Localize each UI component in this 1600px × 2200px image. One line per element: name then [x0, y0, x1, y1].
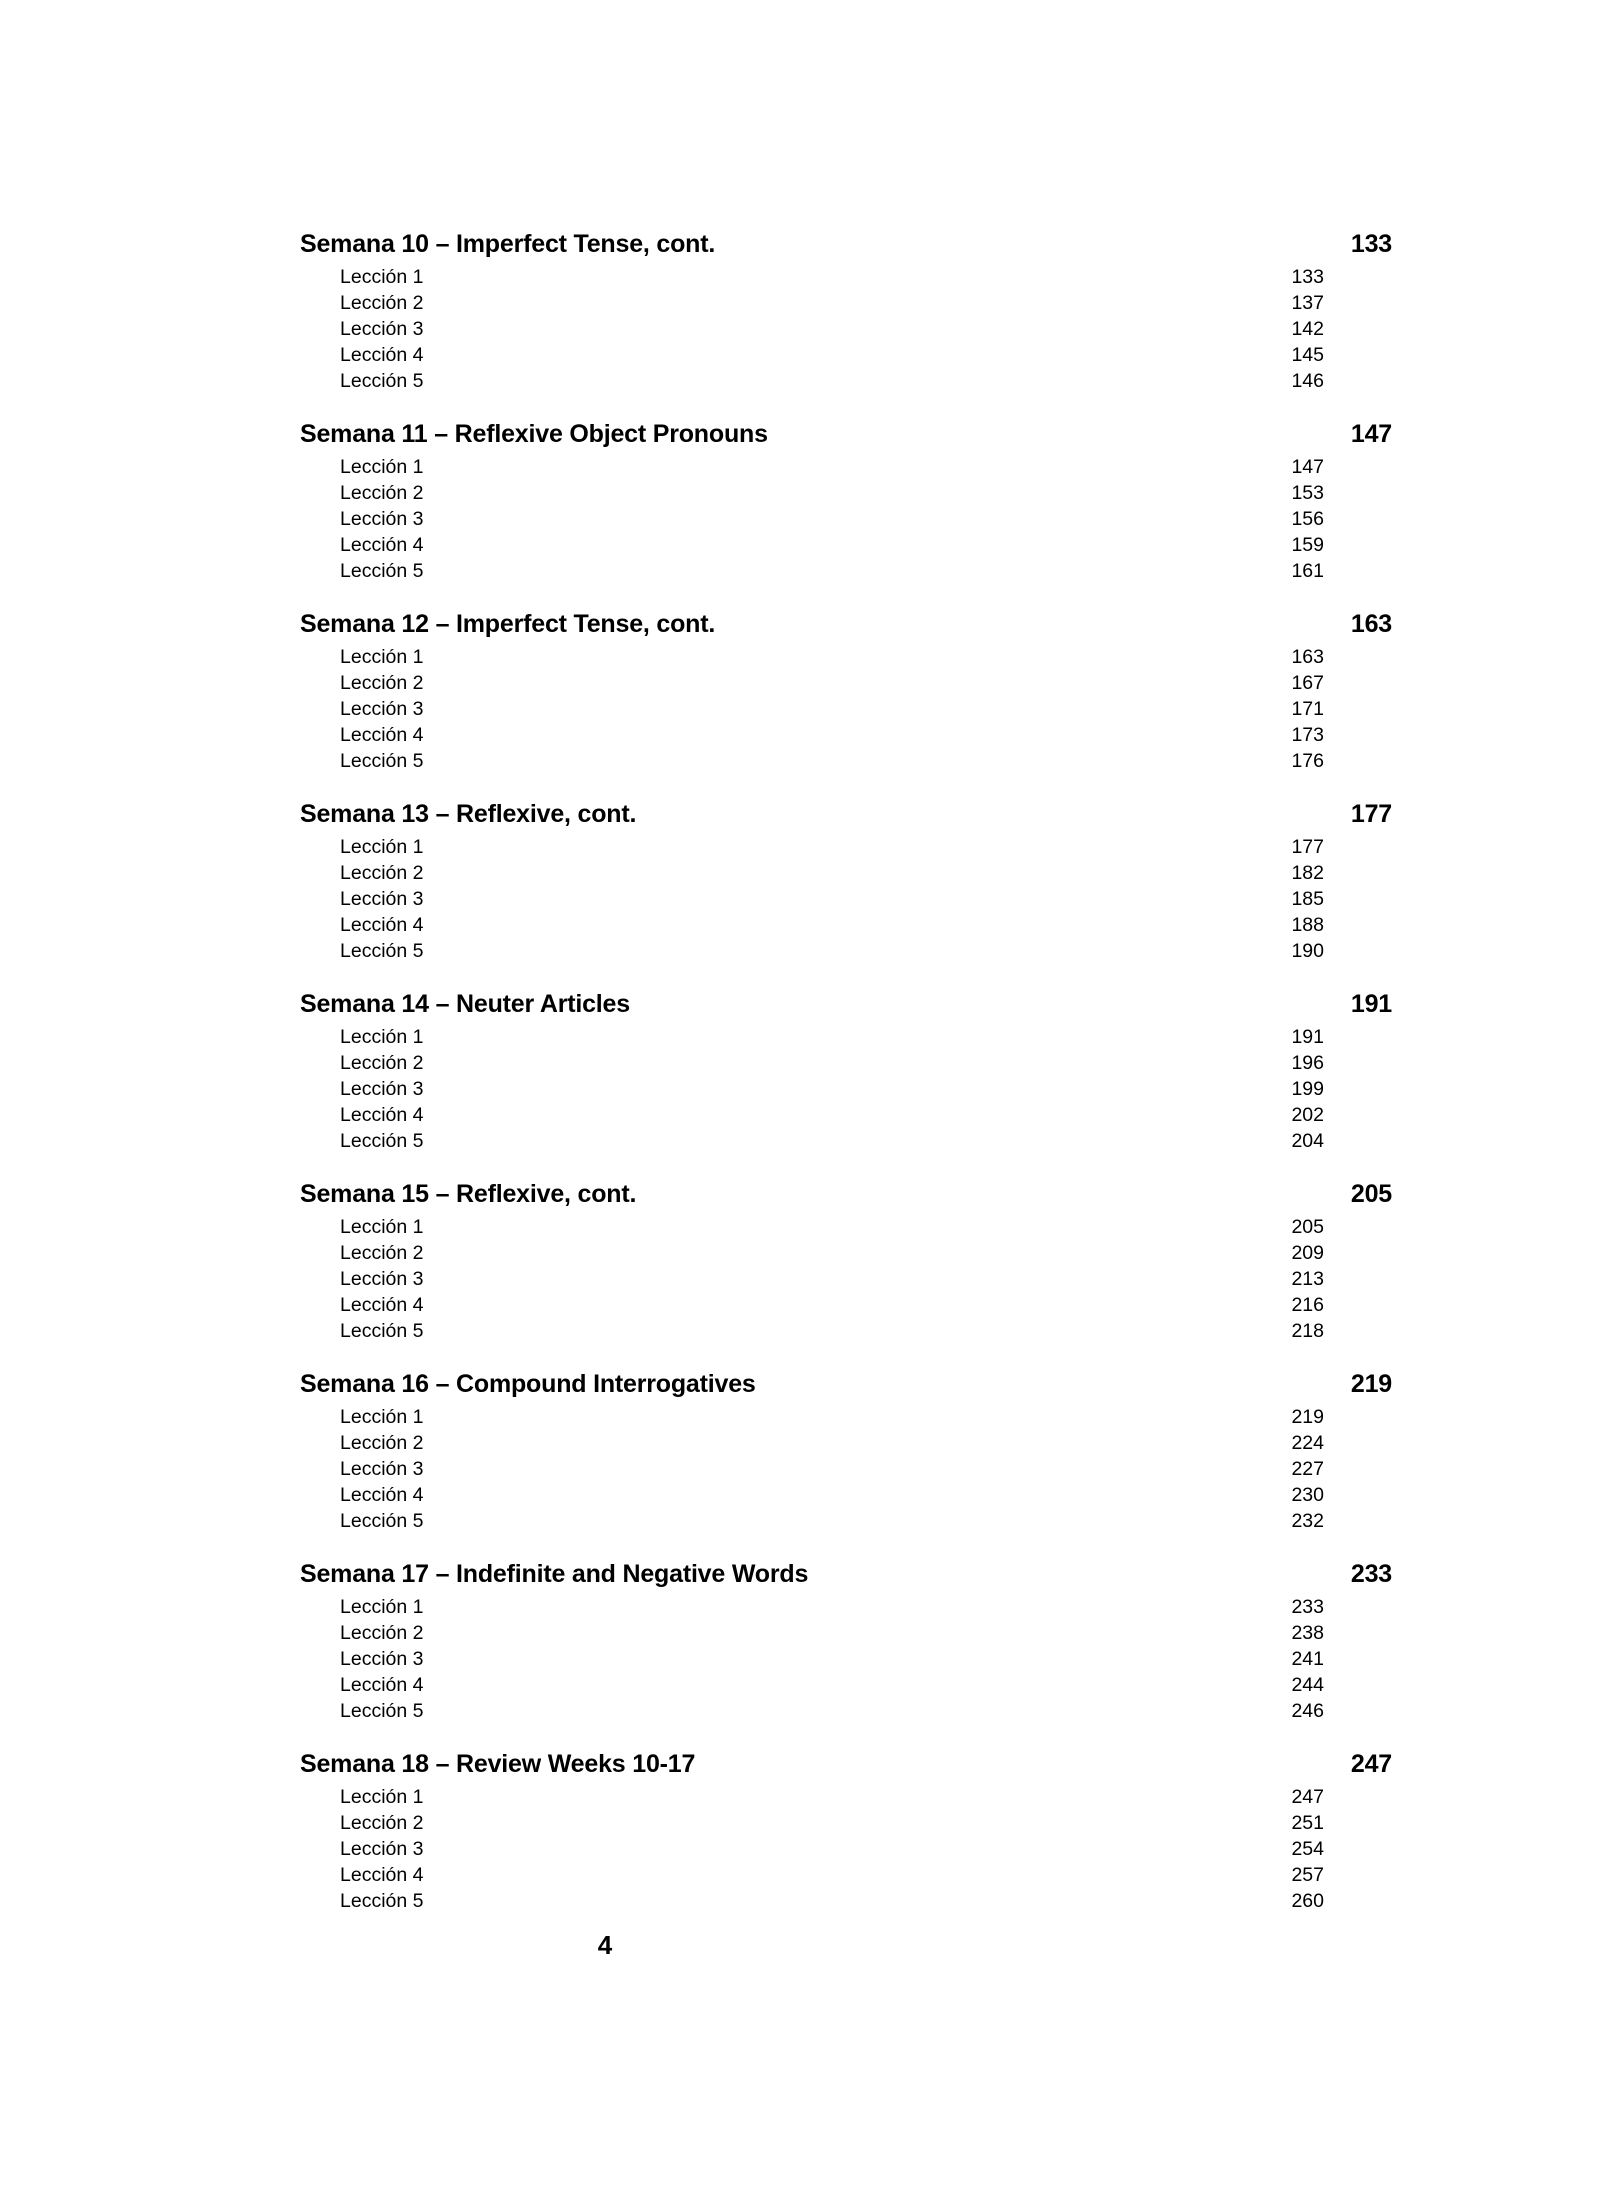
toc-section-header[interactable]: [300, 990, 1410, 1019]
toc-lesson-page-number: 176: [1291, 750, 1324, 772]
toc-section-title: Semana 18 – Review Weeks 10-17: [300, 1750, 696, 1778]
toc-lesson-label: Lección 3: [340, 1838, 424, 1860]
toc-lesson-page-number: 190: [1291, 940, 1324, 962]
toc-lesson-row[interactable]: [300, 368, 1410, 394]
toc-section-page-number: 205: [1350, 1180, 1392, 1208]
toc-lesson-label: Lección 3: [340, 1078, 424, 1100]
toc-section-header[interactable]: [300, 1750, 1410, 1779]
toc-lesson-label: Lección 2: [340, 1052, 424, 1074]
toc-lesson-row[interactable]: [300, 860, 1410, 886]
toc-lesson-label: Lección 4: [340, 1294, 424, 1316]
toc-lesson-page-number: 216: [1291, 1294, 1324, 1316]
toc-lesson-label: Lección 2: [340, 1622, 424, 1644]
toc-lesson-row[interactable]: [300, 1594, 1410, 1620]
toc-lesson-page-number: 204: [1291, 1130, 1324, 1152]
toc-lesson-row[interactable]: [300, 1646, 1410, 1672]
toc-lesson-page-number: 205: [1291, 1216, 1324, 1238]
toc-section-page-number: 219: [1350, 1370, 1392, 1398]
toc-lesson-label: Lección 4: [340, 1864, 424, 1886]
toc-lesson-row[interactable]: [300, 1404, 1410, 1430]
toc-lesson-label: Lección 2: [340, 672, 424, 694]
toc-lesson-row[interactable]: [300, 696, 1410, 722]
toc-lesson-label: Lección 4: [340, 1484, 424, 1506]
toc-lesson-page-number: 213: [1291, 1268, 1324, 1290]
toc-lesson-row[interactable]: [300, 1482, 1410, 1508]
toc-lesson-page-number: 202: [1291, 1104, 1324, 1126]
toc-section-page-number: 163: [1350, 610, 1392, 638]
toc-lesson-row[interactable]: [300, 1862, 1410, 1888]
toc-lesson-label: Lección 5: [340, 560, 424, 582]
toc-lesson-label: Lección 2: [340, 482, 424, 504]
toc-lesson-page-number: 224: [1291, 1432, 1324, 1454]
toc-lesson-page-number: 173: [1291, 724, 1324, 746]
toc-lesson-label: Lección 1: [340, 1216, 424, 1238]
toc-lesson-page-number: 246: [1291, 1700, 1324, 1722]
toc-lesson-row[interactable]: [300, 1266, 1410, 1292]
toc-lesson-label: Lección 5: [340, 1510, 424, 1532]
toc-lesson-page-number: 209: [1291, 1242, 1324, 1264]
toc-lesson-row[interactable]: [300, 938, 1410, 964]
toc-lesson-page-number: 247: [1291, 1786, 1324, 1808]
toc-section-header[interactable]: [300, 420, 1410, 449]
toc-lesson-row[interactable]: [300, 644, 1410, 670]
toc-lesson-row[interactable]: [300, 558, 1410, 584]
toc-section: [300, 1180, 1410, 1344]
toc-section-title: Semana 13 – Reflexive, cont.: [300, 800, 637, 828]
toc-lesson-row[interactable]: [300, 1430, 1410, 1456]
toc-lesson-page-number: 218: [1291, 1320, 1324, 1342]
toc-section-page-number: 247: [1350, 1750, 1392, 1778]
toc-lesson-row[interactable]: [300, 1784, 1410, 1810]
toc-section-header[interactable]: [300, 1370, 1410, 1399]
toc-lesson-row[interactable]: [300, 722, 1410, 748]
toc-lesson-row[interactable]: [300, 1888, 1410, 1914]
toc-lesson-row[interactable]: [300, 1508, 1410, 1534]
toc-lesson-label: Lección 5: [340, 750, 424, 772]
toc-lesson-page-number: 182: [1291, 862, 1324, 884]
toc-lesson-label: Lección 2: [340, 1812, 424, 1834]
toc-lesson-row[interactable]: [300, 316, 1410, 342]
toc-section: [300, 1560, 1410, 1724]
toc-lesson-label: Lección 4: [340, 1674, 424, 1696]
toc-lesson-label: Lección 5: [340, 940, 424, 962]
toc-lesson-row[interactable]: [300, 1024, 1410, 1050]
toc-lesson-label: Lección 1: [340, 836, 424, 858]
toc-lesson-label: Lección 4: [340, 344, 424, 366]
toc-lesson-page-number: 185: [1291, 888, 1324, 910]
toc-lesson-label: Lección 5: [340, 1890, 424, 1912]
toc-lesson-row[interactable]: [300, 1698, 1410, 1724]
toc-lesson-page-number: 133: [1291, 266, 1324, 288]
toc-lesson-page-number: 153: [1291, 482, 1324, 504]
toc-lesson-row[interactable]: [300, 1214, 1410, 1240]
toc-lesson-row[interactable]: [300, 342, 1410, 368]
toc-section-page-number: 177: [1350, 800, 1392, 828]
toc-lesson-label: Lección 4: [340, 1104, 424, 1126]
toc-section-title: Semana 16 – Compound Interrogatives: [300, 1370, 756, 1398]
toc-lesson-row[interactable]: [300, 1810, 1410, 1836]
toc-lesson-label: Lección 3: [340, 698, 424, 720]
toc-lesson-row[interactable]: [300, 748, 1410, 774]
toc-lesson-page-number: 254: [1291, 1838, 1324, 1860]
toc-lesson-page-number: 145: [1291, 344, 1324, 366]
page-number: 4: [597, 1930, 613, 1960]
toc-section: [300, 1370, 1410, 1534]
toc-lesson-label: Lección 5: [340, 1700, 424, 1722]
toc-lesson-row[interactable]: [300, 1128, 1410, 1154]
toc-lesson-page-number: 227: [1291, 1458, 1324, 1480]
toc-lesson-page-number: 188: [1291, 914, 1324, 936]
toc-lesson-row[interactable]: [300, 1836, 1410, 1862]
toc-section-header[interactable]: [300, 230, 1410, 259]
toc-lesson-page-number: 147: [1291, 456, 1324, 478]
toc-lesson-page-number: 161: [1291, 560, 1324, 582]
toc-lesson-page-number: 137: [1291, 292, 1324, 314]
toc-lesson-label: Lección 5: [340, 1320, 424, 1342]
toc-lesson-label: Lección 3: [340, 1268, 424, 1290]
toc-lesson-row[interactable]: [300, 1240, 1410, 1266]
toc-lesson-row[interactable]: [300, 480, 1410, 506]
toc-lesson-page-number: 251: [1291, 1812, 1324, 1834]
toc-lesson-row[interactable]: [300, 454, 1410, 480]
toc-section: [300, 800, 1410, 964]
toc-lesson-row[interactable]: [300, 1620, 1410, 1646]
toc-lesson-label: Lección 2: [340, 862, 424, 884]
toc-lesson-label: Lección 4: [340, 534, 424, 556]
toc-section-title: Semana 15 – Reflexive, cont.: [300, 1180, 637, 1208]
toc-lesson-label: Lección 4: [340, 724, 424, 746]
toc-lesson-page-number: 156: [1291, 508, 1324, 530]
toc-lesson-page-number: 199: [1291, 1078, 1324, 1100]
toc-lesson-row[interactable]: [300, 886, 1410, 912]
toc-section-title: Semana 17 – Indefinite and Negative Words: [300, 1560, 809, 1588]
toc-lesson-page-number: 232: [1291, 1510, 1324, 1532]
toc-lesson-row[interactable]: [300, 1076, 1410, 1102]
toc-section: [300, 420, 1410, 584]
toc-lesson-row[interactable]: [300, 1050, 1410, 1076]
toc-lesson-page-number: 159: [1291, 534, 1324, 556]
toc-lesson-page-number: 146: [1291, 370, 1324, 392]
toc-section-header[interactable]: [300, 800, 1410, 829]
toc-lesson-label: Lección 5: [340, 370, 424, 392]
toc-section-page-number: 191: [1350, 990, 1392, 1018]
toc-lesson-row[interactable]: [300, 506, 1410, 532]
toc-section-header[interactable]: [300, 610, 1410, 639]
toc-section: [300, 230, 1410, 394]
toc-lesson-page-number: 230: [1291, 1484, 1324, 1506]
toc-lesson-page-number: 244: [1291, 1674, 1324, 1696]
toc-lesson-page-number: 260: [1291, 1890, 1324, 1912]
toc-lesson-row[interactable]: [300, 1102, 1410, 1128]
toc-section-header[interactable]: [300, 1180, 1410, 1209]
toc-lesson-page-number: 219: [1291, 1406, 1324, 1428]
toc-lesson-label: Lección 2: [340, 292, 424, 314]
toc-lesson-row[interactable]: [300, 834, 1410, 860]
toc-lesson-page-number: 177: [1291, 836, 1324, 858]
toc-lesson-page-number: 163: [1291, 646, 1324, 668]
toc-section-header[interactable]: [300, 1560, 1410, 1589]
toc-lesson-page-number: 257: [1291, 1864, 1324, 1886]
toc-lesson-page-number: 171: [1291, 698, 1324, 720]
toc-lesson-row[interactable]: [300, 1672, 1410, 1698]
toc-section-page-number: 233: [1350, 1560, 1392, 1588]
toc-section: [300, 610, 1410, 774]
toc-lesson-page-number: 191: [1291, 1026, 1324, 1048]
toc-lesson-label: Lección 2: [340, 1432, 424, 1454]
toc-lesson-label: Lección 5: [340, 1130, 424, 1152]
toc-lesson-label: Lección 1: [340, 1596, 424, 1618]
toc-lesson-label: Lección 3: [340, 1458, 424, 1480]
toc-lesson-page-number: 238: [1291, 1622, 1324, 1644]
toc-lesson-row[interactable]: [300, 1318, 1410, 1344]
toc-lesson-page-number: 167: [1291, 672, 1324, 694]
toc-lesson-label: Lección 3: [340, 508, 424, 530]
table-of-contents: [300, 230, 1410, 1940]
toc-lesson-row[interactable]: [300, 532, 1410, 558]
toc-lesson-label: Lección 3: [340, 888, 424, 910]
toc-lesson-row[interactable]: [300, 1456, 1410, 1482]
toc-section-title: Semana 14 – Neuter Articles: [300, 990, 630, 1018]
toc-lesson-label: Lección 2: [340, 1242, 424, 1264]
toc-lesson-page-number: 241: [1291, 1648, 1324, 1670]
toc-lesson-label: Lección 1: [340, 1406, 424, 1428]
toc-section-title: Semana 12 – Imperfect Tense, cont.: [300, 610, 716, 638]
toc-section-title: Semana 11 – Reflexive Object Pronouns: [300, 420, 768, 448]
toc-lesson-page-number: 142: [1291, 318, 1324, 340]
toc-lesson-label: Lección 3: [340, 318, 424, 340]
toc-lesson-label: Lección 1: [340, 646, 424, 668]
toc-lesson-label: Lección 3: [340, 1648, 424, 1670]
toc-lesson-label: Lección 1: [340, 1026, 424, 1048]
toc-lesson-label: Lección 1: [340, 266, 424, 288]
toc-lesson-row[interactable]: [300, 1292, 1410, 1318]
toc-section-page-number: 147: [1350, 420, 1392, 448]
toc-lesson-label: Lección 4: [340, 914, 424, 936]
toc-section-title: Semana 10 – Imperfect Tense, cont.: [300, 230, 716, 258]
toc-lesson-row[interactable]: [300, 290, 1410, 316]
toc-section: [300, 990, 1410, 1154]
toc-section-page-number: 133: [1350, 230, 1392, 258]
toc-lesson-row[interactable]: [300, 912, 1410, 938]
toc-section: [300, 1750, 1410, 1914]
toc-lesson-row[interactable]: [300, 264, 1410, 290]
toc-lesson-row[interactable]: [300, 670, 1410, 696]
toc-lesson-page-number: 233: [1291, 1596, 1324, 1618]
toc-lesson-label: Lección 1: [340, 1786, 424, 1808]
toc-lesson-label: Lección 1: [340, 456, 424, 478]
toc-lesson-page-number: 196: [1291, 1052, 1324, 1074]
